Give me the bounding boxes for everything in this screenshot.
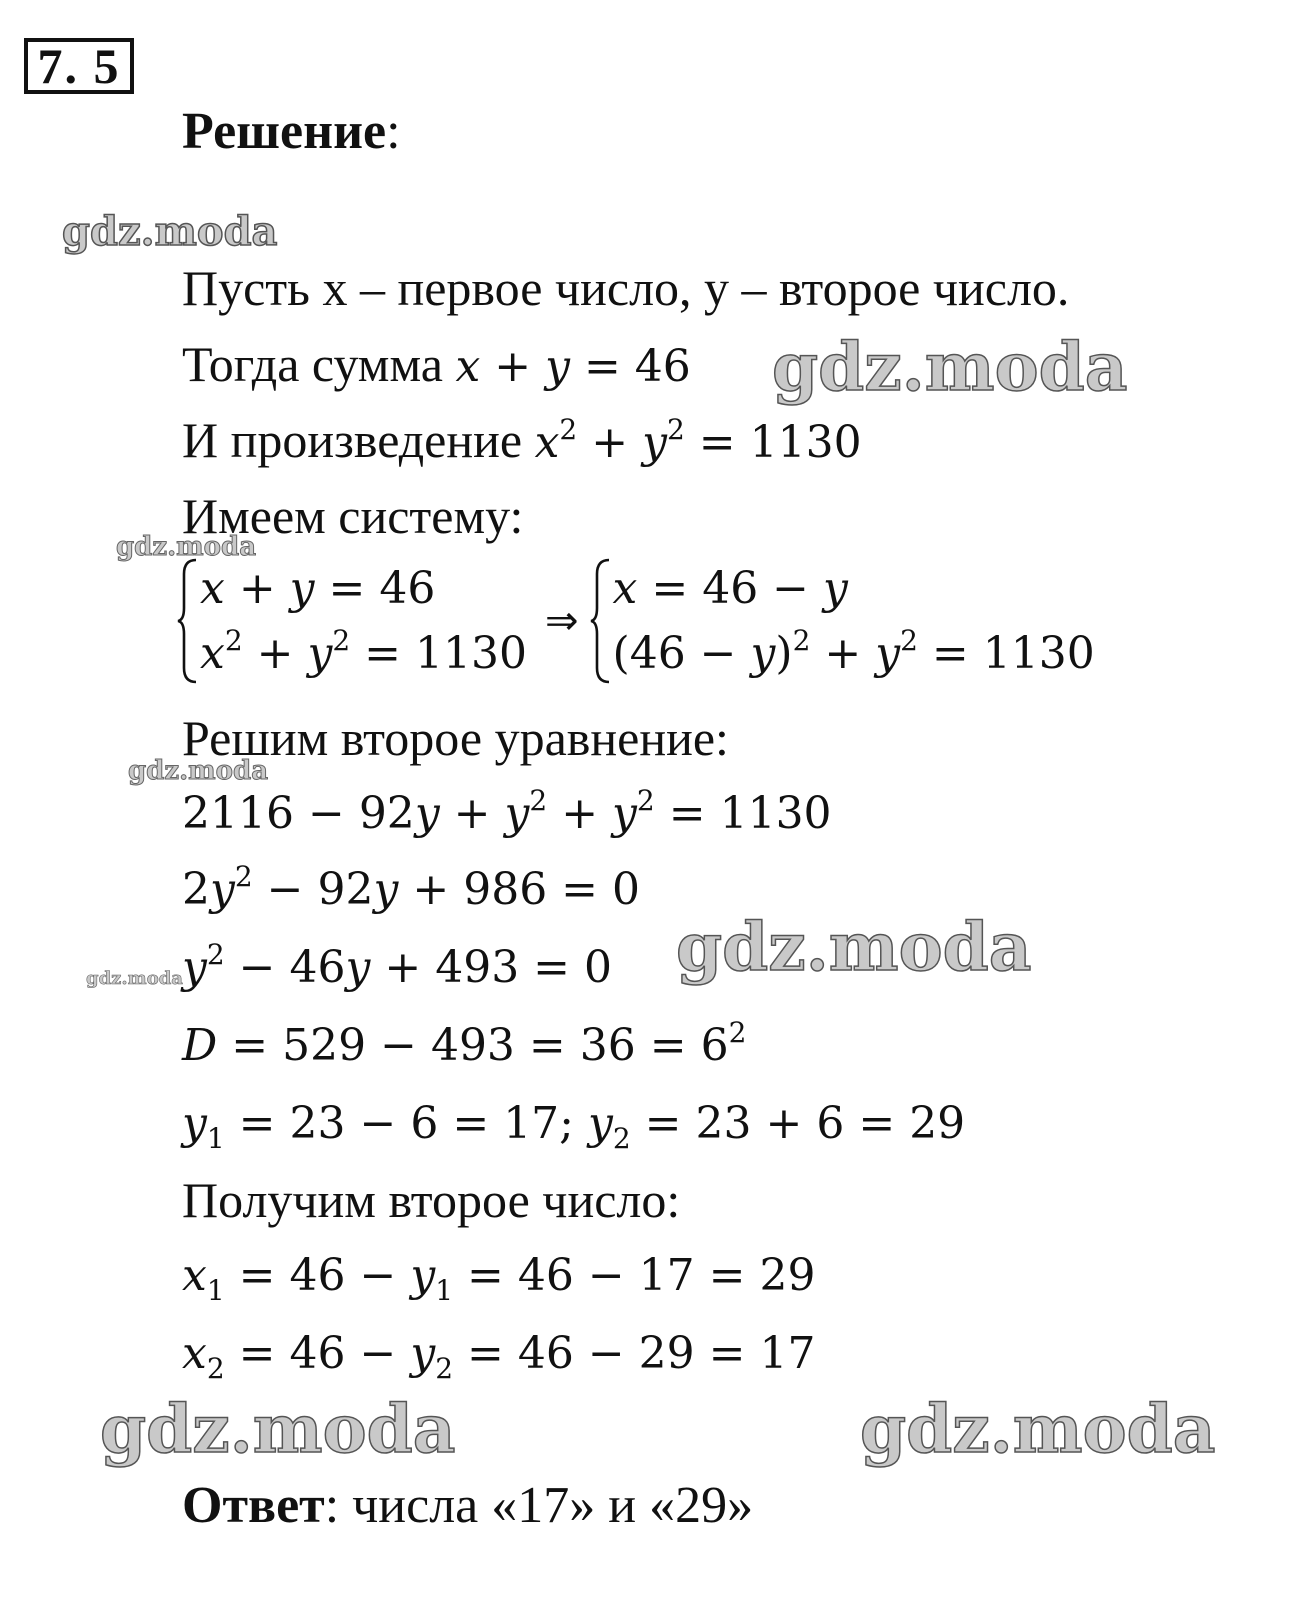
watermark: gdz.moda — [772, 328, 1128, 406]
watermark: gdz.moda — [86, 968, 183, 989]
watermark: gdz.moda — [860, 1390, 1216, 1468]
product-equation: $x^2 + y^2 = 1130$ — [534, 413, 862, 468]
solution-heading — [182, 102, 401, 162]
equation-system — [176, 556, 1095, 686]
eq-x1: $x_1 = 46 - y_1 = 46 - 17 = 29$ — [182, 1250, 816, 1307]
solve-line: Решим второе уравнение: — [182, 710, 729, 766]
watermark: gdz.moda — [116, 532, 257, 562]
implies-arrow-icon: ⇒ — [545, 598, 579, 644]
eq-discriminant: $D = 529 - 493 = 36 = 6^2$ — [182, 1016, 747, 1071]
eq-x2: $x_2 = 46 - y_2 = 46 - 29 = 17$ — [182, 1328, 816, 1385]
system-eq-3: x = 46 − y — [612, 563, 848, 614]
eq-roots: $y_1 = 23 - 6 = 17$; $y_2 = 23 + 6 = 29$ — [182, 1098, 966, 1155]
sum-line — [182, 334, 691, 397]
system-eq-1: x + y = 46 — [200, 563, 436, 614]
eq-expanded: $2116 - 92y + y^2 + y^2 = 1130$ — [182, 784, 832, 839]
eq-quadratic: $2y^2 - 92y + 986 = 0$ — [182, 860, 641, 915]
solution-heading-suffix: : — [386, 103, 401, 160]
sum-equation: x + y = 46 — [455, 341, 691, 392]
right-brace-icon — [589, 556, 611, 686]
second-line: Получим второе число: — [182, 1172, 681, 1228]
product-line — [182, 410, 862, 473]
watermark: gdz.moda — [100, 1390, 456, 1468]
answer-label: Ответ — [182, 1477, 325, 1534]
system-eq-4: $(46 - y)^2 + y^2 = 1130$ — [612, 624, 1095, 679]
problem-number: 7. 5 — [24, 38, 134, 94]
answer-text: : числа «17» и «29» — [324, 1477, 754, 1534]
watermark: gdz.moda — [62, 208, 278, 255]
let-line: Пусть х – первое число, у – второе число. — [182, 260, 1070, 316]
eq-reduced: $y^2 - 46y + 493 = 0$ — [182, 938, 613, 993]
left-brace-icon — [176, 556, 198, 686]
solution-heading-label: Решение — [182, 103, 387, 160]
answer-line — [182, 1476, 753, 1536]
watermark: gdz.moda — [676, 908, 1032, 986]
system-line: Имеем систему: — [182, 488, 524, 544]
system-eq-2: $x^2 + y^2 = 1130$ — [200, 624, 528, 679]
sum-text: Тогда сумма — [182, 336, 456, 392]
watermark: gdz.moda — [128, 756, 269, 786]
product-text: И произведение — [182, 412, 535, 468]
